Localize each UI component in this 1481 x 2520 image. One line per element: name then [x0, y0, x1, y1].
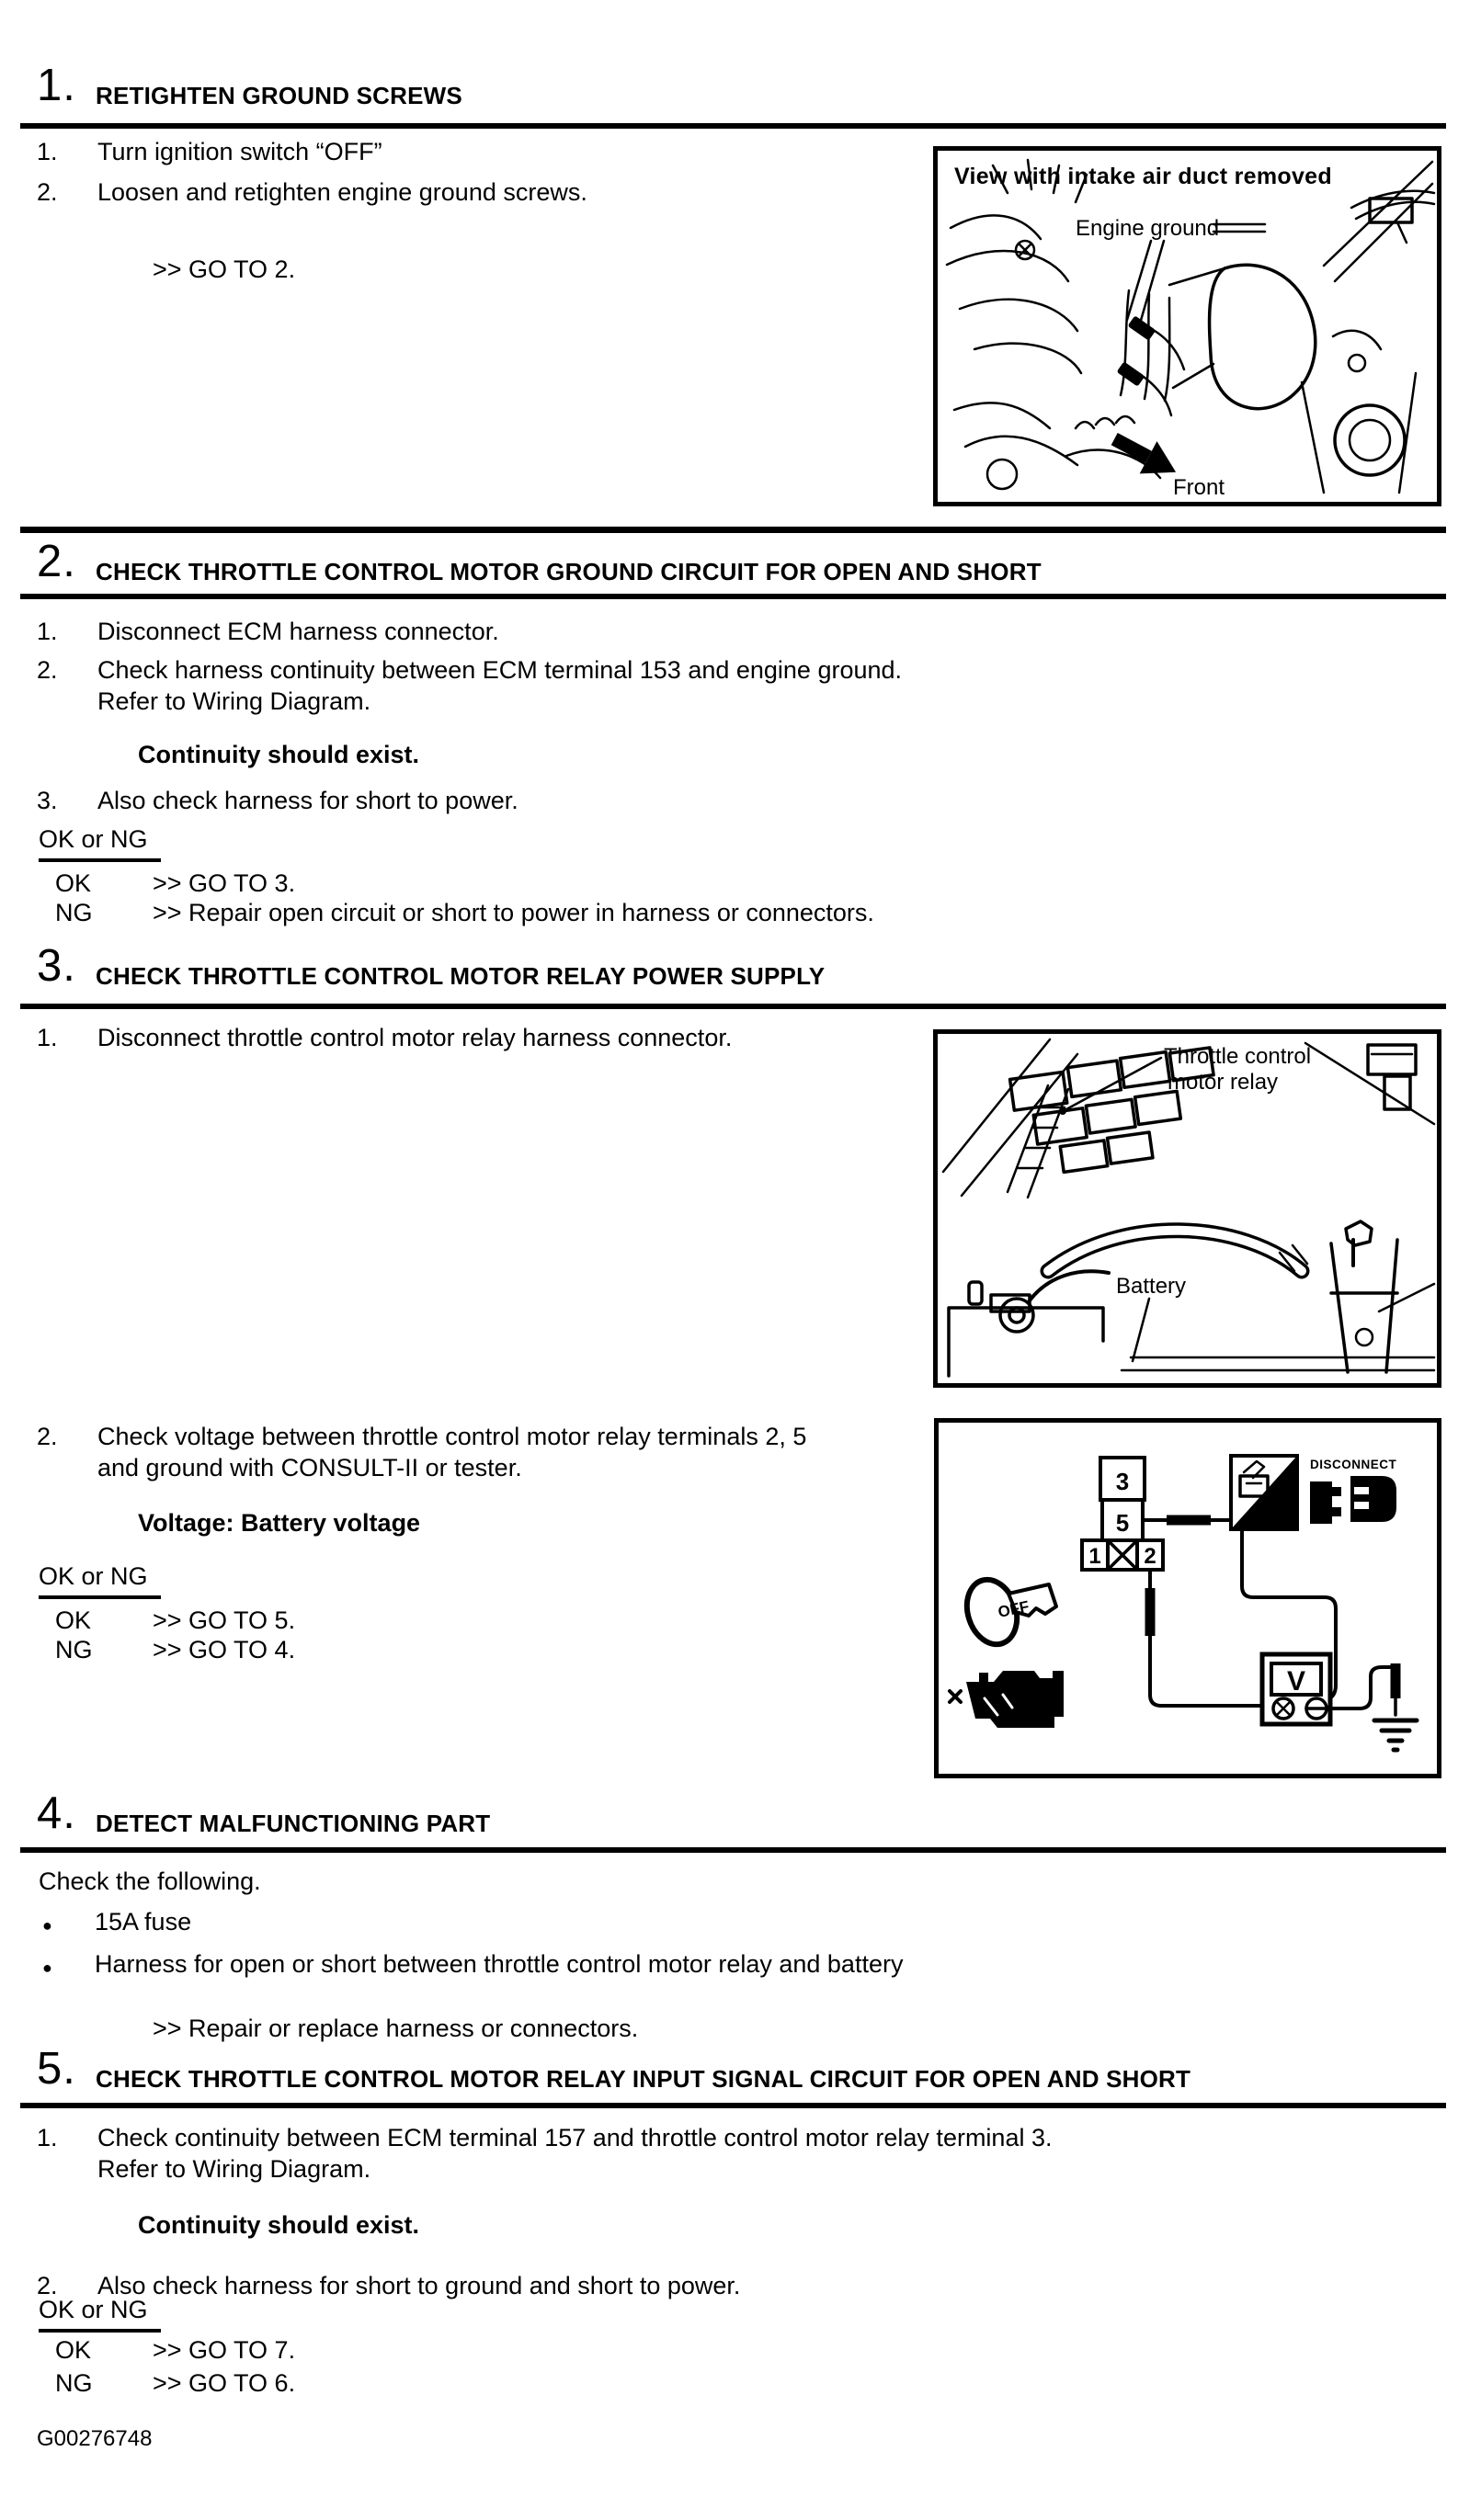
section-3-number: 3. — [37, 941, 76, 991]
section-5-number: 5. — [37, 2044, 76, 2094]
step-number: 2. — [37, 2272, 58, 2299]
bullet-text: Harness for open or short between throttle control motor relay and battery — [95, 1950, 904, 1978]
engine-line-art — [938, 151, 1437, 502]
goto-directive: >> GO TO 2. — [153, 255, 296, 283]
procedure-step: Also check harness for short to ground and short to power. — [97, 2272, 741, 2299]
result-ng-action: >> GO TO 6. — [153, 2369, 296, 2397]
figure-engine-ground-view — [933, 146, 1441, 506]
ts-tool-icon — [1231, 1456, 1297, 1529]
bullet-icon: ● — [42, 1916, 52, 1935]
engine-icon — [950, 1671, 1064, 1728]
result-ng-action: >> GO TO 4. — [153, 1636, 296, 1663]
step-number: 1. — [37, 138, 58, 165]
result-ng-label: NG — [55, 2369, 93, 2397]
heading-rule-section-3 — [20, 1004, 1446, 1009]
ignition-off-label: OFF — [996, 1597, 1031, 1621]
heading-rule-section-2 — [20, 594, 1446, 599]
heading-rule-section-4 — [20, 1847, 1446, 1853]
section-1-heading — [37, 61, 462, 110]
procedure-step-continued: and ground with CONSULT-II or tester. — [97, 1454, 522, 1481]
section-5-heading — [37, 2044, 1191, 2094]
goto-directive: >> Repair or replace harness or connectors. — [153, 2015, 639, 2042]
terminal-5-label: 5 — [1115, 1509, 1130, 1537]
procedure-step: Disconnect ECM harness connector. — [97, 618, 499, 645]
figure-voltage-test-diagram — [934, 1418, 1441, 1778]
result-branch-header: OK or NG — [39, 2296, 161, 2333]
result-branch-header: OK or NG — [39, 825, 161, 862]
relay-label-line2: motor relay — [1168, 1070, 1279, 1095]
front-label: Front — [1173, 475, 1225, 500]
result-ok-label: OK — [55, 2336, 92, 2364]
step-number: 1. — [37, 2124, 58, 2151]
ignition-off-key-icon — [959, 1573, 1056, 1652]
result-ng-label: NG — [55, 899, 93, 926]
procedure-step: Check continuity between ECM terminal 157 and throttle control motor relay terminal 3. — [97, 2124, 1053, 2151]
result-ng-label: NG — [55, 1636, 93, 1663]
ts-badge-label: T.S. — [1264, 1508, 1292, 1526]
test-spec: Voltage: Battery voltage — [138, 1509, 421, 1537]
procedure-step-continued: Refer to Wiring Diagram. — [97, 2155, 371, 2183]
result-ok-label: OK — [55, 869, 92, 897]
terminal-2-label: 2 — [1144, 1544, 1156, 1569]
result-ok-label: OK — [55, 1606, 92, 1634]
heading-rule-section-1 — [20, 123, 1446, 129]
step-number: 3. — [37, 787, 58, 814]
terminal-3-label: 3 — [1115, 1468, 1130, 1495]
fusebox-line-art — [938, 1034, 1437, 1383]
procedure-step: Loosen and retighten engine ground screws. — [97, 178, 587, 206]
result-ok-action: >> GO TO 7. — [153, 2336, 296, 2364]
procedure-step-continued: Refer to Wiring Diagram. — [97, 687, 371, 715]
bullet-icon: ● — [42, 1958, 52, 1977]
section-2-heading — [37, 537, 1042, 586]
section-4-number: 4. — [37, 1788, 76, 1838]
terminal-1-label: 1 — [1088, 1544, 1101, 1569]
section-intro: Check the following. — [39, 1867, 261, 1895]
result-ok-action: >> GO TO 3. — [153, 869, 296, 897]
bullet-text: 15A fuse — [95, 1908, 192, 1935]
procedure-step: Also check harness for short to power. — [97, 787, 518, 814]
section-divider — [20, 527, 1446, 533]
disconnect-badge-label: DISCONNECT — [1310, 1458, 1397, 1471]
result-branch-header: OK or NG — [39, 1562, 161, 1599]
procedure-step: Check harness continuity between ECM terminal 153 and engine ground. — [97, 656, 903, 684]
section-1-title: RETIGHTEN GROUND SCREWS — [96, 82, 462, 109]
section-4-heading — [37, 1788, 491, 1838]
result-ng-action: >> Repair open circuit or short to power in harness or connectors. — [153, 899, 874, 926]
procedure-step: Check voltage between throttle control motor relay terminals 2, 5 — [97, 1423, 807, 1450]
section-1-number: 1. — [37, 61, 76, 110]
heading-rule-section-5 — [20, 2103, 1446, 2108]
step-number: 2. — [37, 1423, 58, 1450]
section-3-title: CHECK THROTTLE CONTROL MOTOR RELAY POWER SUPPLY — [96, 962, 826, 990]
engine-ground-label: Engine ground — [1076, 216, 1220, 241]
test-spec: Continuity should exist. — [138, 2211, 420, 2239]
step-number: 1. — [37, 618, 58, 645]
step-number: 2. — [37, 656, 58, 684]
section-3-heading — [37, 941, 826, 991]
step-number: 1. — [37, 1024, 58, 1051]
section-4-title: DETECT MALFUNCTIONING PART — [96, 1810, 491, 1837]
section-2-number: 2. — [37, 537, 76, 586]
figure-relay-location — [933, 1029, 1441, 1388]
relay-label-line1: Throttle control — [1164, 1044, 1312, 1069]
section-5-title: CHECK THROTTLE CONTROL MOTOR RELAY INPUT SIGNAL CIRCUIT FOR OPEN AND SHORT — [96, 2065, 1191, 2093]
procedure-step: Turn ignition switch “OFF” — [97, 138, 382, 165]
procedure-step: Disconnect throttle control motor relay harness connector. — [97, 1024, 733, 1051]
voltmeter-label: V — [1286, 1666, 1306, 1697]
test-spec: Continuity should exist. — [138, 741, 420, 768]
battery-label: Battery — [1116, 1274, 1187, 1299]
section-2-title: CHECK THROTTLE CONTROL MOTOR GROUND CIRCUIT FOR OPEN AND SHORT — [96, 558, 1042, 585]
figure-code: G00276748 — [37, 2426, 153, 2451]
figure-caption: View with intake air duct removed — [954, 164, 1332, 189]
disconnect-icon — [1310, 1458, 1397, 1524]
test-diagram-art — [939, 1423, 1437, 1774]
step-number: 2. — [37, 178, 58, 206]
result-ok-action: >> GO TO 5. — [153, 1606, 296, 1634]
